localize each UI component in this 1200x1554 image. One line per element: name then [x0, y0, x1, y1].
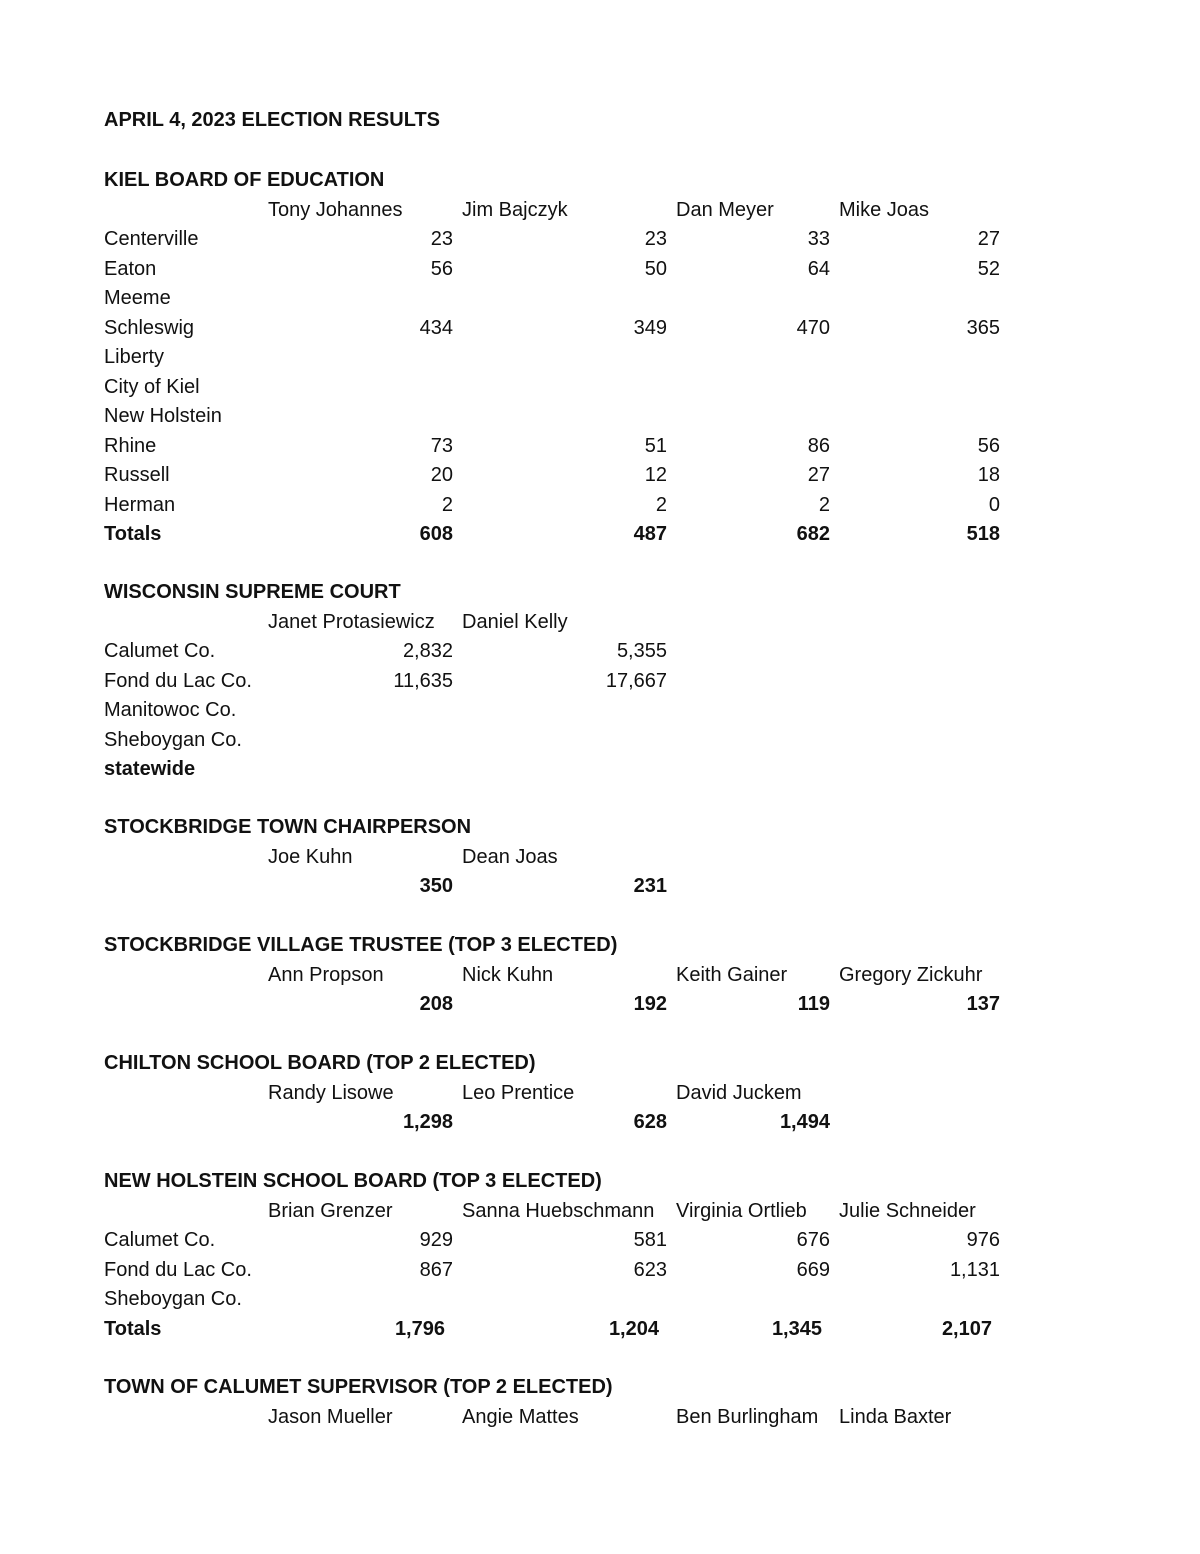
table-row	[104, 1226, 1104, 1256]
vote-total: 1,345	[771, 1317, 822, 1340]
vote-total: 231	[633, 875, 667, 897]
vote-total: 487	[633, 523, 667, 545]
candidate-row	[104, 843, 1104, 873]
vote-count: 50	[644, 257, 667, 280]
vote-count: 669	[796, 1258, 830, 1281]
vote-count: 5,355	[616, 640, 667, 662]
vote-total: 192	[633, 993, 667, 1015]
row-label: Manitowoc Co.	[104, 699, 237, 721]
row-label: Fond du Lac Co.	[104, 669, 252, 692]
candidate-name: Tony Johannes	[268, 198, 403, 221]
row-label: Rhine	[104, 434, 157, 457]
vote-count: 1,131	[949, 1258, 1000, 1281]
table-row	[104, 432, 1104, 462]
village-trustee-section	[104, 931, 1104, 1020]
candidate-name: Keith Gainer	[676, 963, 788, 986]
candidate-name: Jim Bajczyk	[462, 198, 568, 221]
candidate-name: Mike Joas	[839, 198, 930, 221]
vote-count: 434	[419, 316, 453, 339]
row-label: City of Kiel	[104, 375, 200, 398]
row-label: Sheboygan Co.	[104, 1288, 242, 1310]
vote-count: 2	[655, 493, 667, 516]
table-row	[104, 491, 1104, 521]
vote-count: 623	[633, 1258, 667, 1281]
town-chairperson-section	[104, 813, 1104, 902]
section-heading: CHILTON SCHOOL BOARD (TOP 2 ELECTED)	[104, 1052, 536, 1074]
candidate-name: Jason Mueller	[268, 1405, 393, 1428]
candidate-name: Linda Baxter	[839, 1405, 952, 1428]
vote-count: 51	[644, 434, 667, 457]
row-label: Russell	[104, 464, 170, 486]
vote-total: 1,494	[779, 1111, 830, 1133]
candidate-name: Nick Kuhn	[462, 963, 554, 986]
vote-count: 56	[977, 434, 1000, 457]
vote-count: 23	[430, 228, 453, 250]
vote-total: 518	[966, 523, 1000, 545]
section-heading: KIEL BOARD OF EDUCATION	[104, 169, 385, 191]
row-label: New Holstein	[104, 405, 222, 427]
row-label: Eaton	[104, 257, 157, 280]
vote-total: 1,204	[608, 1317, 659, 1340]
vote-count: 349	[633, 316, 667, 339]
totals-row	[104, 872, 1104, 902]
candidate-name: Julie Schneider	[839, 1199, 976, 1222]
section-heading: NEW HOLSTEIN SCHOOL BOARD (TOP 3 ELECTED)	[104, 1170, 602, 1192]
vote-count: 2	[818, 493, 830, 516]
row-label: Calumet Co.	[104, 640, 216, 662]
row-label: Fond du Lac Co.	[104, 1258, 252, 1281]
section-heading: TOWN OF CALUMET SUPERVISOR (TOP 2 ELECTED)	[104, 1376, 613, 1398]
candidate-name: Leo Prentice	[462, 1081, 575, 1104]
vote-total: 208	[419, 993, 453, 1015]
candidate-name: Dan Meyer	[676, 198, 774, 221]
vote-count: 2,832	[402, 640, 453, 662]
table-row	[104, 1285, 1104, 1315]
table-row	[104, 1256, 1104, 1286]
table-row	[104, 667, 1104, 697]
vote-count: 929	[419, 1229, 453, 1251]
row-label: Calumet Co.	[104, 1229, 216, 1251]
vote-total: 628	[633, 1111, 667, 1133]
vote-count: 2	[441, 493, 453, 516]
vote-total: 1,796	[394, 1317, 445, 1340]
candidate-name: Brian Grenzer	[268, 1199, 393, 1222]
candidate-name: Virginia Ortlieb	[676, 1199, 807, 1222]
vote-total: 2,107	[941, 1317, 992, 1340]
vote-count: 867	[419, 1258, 453, 1281]
vote-count: 470	[796, 316, 830, 339]
candidate-name: Dean Joas	[462, 845, 558, 868]
totals-label: Totals	[104, 523, 162, 545]
candidate-name: David Juckem	[676, 1081, 802, 1104]
table-row	[104, 255, 1104, 285]
candidate-row	[104, 608, 1104, 638]
table-row	[104, 461, 1104, 491]
row-label: Schleswig	[104, 316, 195, 339]
vote-count: 18	[977, 464, 1000, 486]
statewide-row	[104, 755, 1104, 785]
vote-total: 350	[419, 875, 453, 897]
section-heading: STOCKBRIDGE VILLAGE TRUSTEE (TOP 3 ELECTED)	[104, 934, 618, 956]
candidate-name: Angie Mattes	[462, 1405, 579, 1428]
vote-count: 64	[807, 257, 830, 280]
table-row	[104, 696, 1104, 726]
vote-total: 608	[419, 523, 453, 545]
table-row	[104, 402, 1104, 432]
table-row	[104, 726, 1104, 756]
totals-label: Totals	[104, 1317, 162, 1340]
vote-total: 119	[797, 993, 830, 1015]
vote-count: 33	[807, 228, 830, 250]
vote-count: 581	[633, 1229, 667, 1251]
candidate-name: Gregory Zickuhr	[839, 963, 983, 986]
candidate-row	[104, 1403, 1104, 1433]
candidate-name: Daniel Kelly	[462, 610, 568, 633]
candidate-name: Ann Propson	[268, 963, 384, 986]
section-heading: STOCKBRIDGE TOWN CHAIRPERSON	[104, 816, 472, 838]
totals-row	[104, 1315, 1104, 1345]
candidate-row	[104, 196, 1104, 226]
table-row	[104, 343, 1104, 373]
candidate-name: Janet Protasiewicz	[268, 610, 435, 633]
table-row	[104, 637, 1104, 667]
vote-count: 676	[796, 1229, 830, 1251]
calumet-supervisor-section	[104, 1373, 1104, 1432]
supreme-court-section	[104, 578, 1104, 785]
candidate-name: Randy Lisowe	[268, 1081, 394, 1104]
vote-count: 976	[966, 1229, 1000, 1251]
kiel-board-section	[104, 166, 1104, 550]
vote-count: 23	[644, 228, 667, 250]
candidate-name: Sanna Huebschmann	[462, 1199, 655, 1222]
row-label: Herman	[104, 493, 176, 516]
vote-count: 86	[807, 434, 830, 457]
vote-total: 1,298	[402, 1111, 453, 1133]
candidate-row	[104, 1197, 1104, 1227]
vote-count: 12	[644, 464, 667, 486]
section-heading: WISCONSIN SUPREME COURT	[104, 581, 401, 603]
candidate-row	[104, 961, 1104, 991]
candidate-row	[104, 1079, 1104, 1109]
chilton-school-board-section	[104, 1049, 1104, 1138]
vote-count: 0	[988, 493, 1000, 516]
page-title: APRIL 4, 2023 ELECTION RESULTS	[104, 109, 441, 131]
table-row	[104, 225, 1104, 255]
vote-count: 27	[977, 228, 1000, 250]
vote-count: 365	[966, 316, 1000, 339]
vote-total: 137	[966, 993, 1000, 1015]
row-label: Meeme	[104, 287, 171, 309]
vote-count: 11,635	[393, 669, 453, 692]
new-holstein-school-board-section	[104, 1167, 1104, 1344]
row-label: Centerville	[104, 228, 199, 250]
statewide-label: statewide	[104, 758, 196, 780]
totals-row	[104, 520, 1104, 550]
table-row	[104, 314, 1104, 344]
totals-row	[104, 1108, 1104, 1138]
table-row	[104, 284, 1104, 314]
vote-count: 17,667	[605, 669, 667, 692]
candidate-name: Ben Burlingham	[676, 1405, 819, 1428]
vote-count: 27	[807, 464, 830, 486]
vote-count: 52	[977, 257, 1000, 280]
totals-row	[104, 990, 1104, 1020]
table-row	[104, 373, 1104, 403]
vote-count: 56	[430, 257, 453, 280]
row-label: Liberty	[104, 346, 165, 368]
candidate-name: Joe Kuhn	[268, 845, 353, 868]
vote-total: 682	[796, 523, 830, 545]
vote-count: 20	[430, 464, 453, 486]
row-label: Sheboygan Co.	[104, 728, 242, 751]
vote-count: 73	[430, 434, 453, 457]
